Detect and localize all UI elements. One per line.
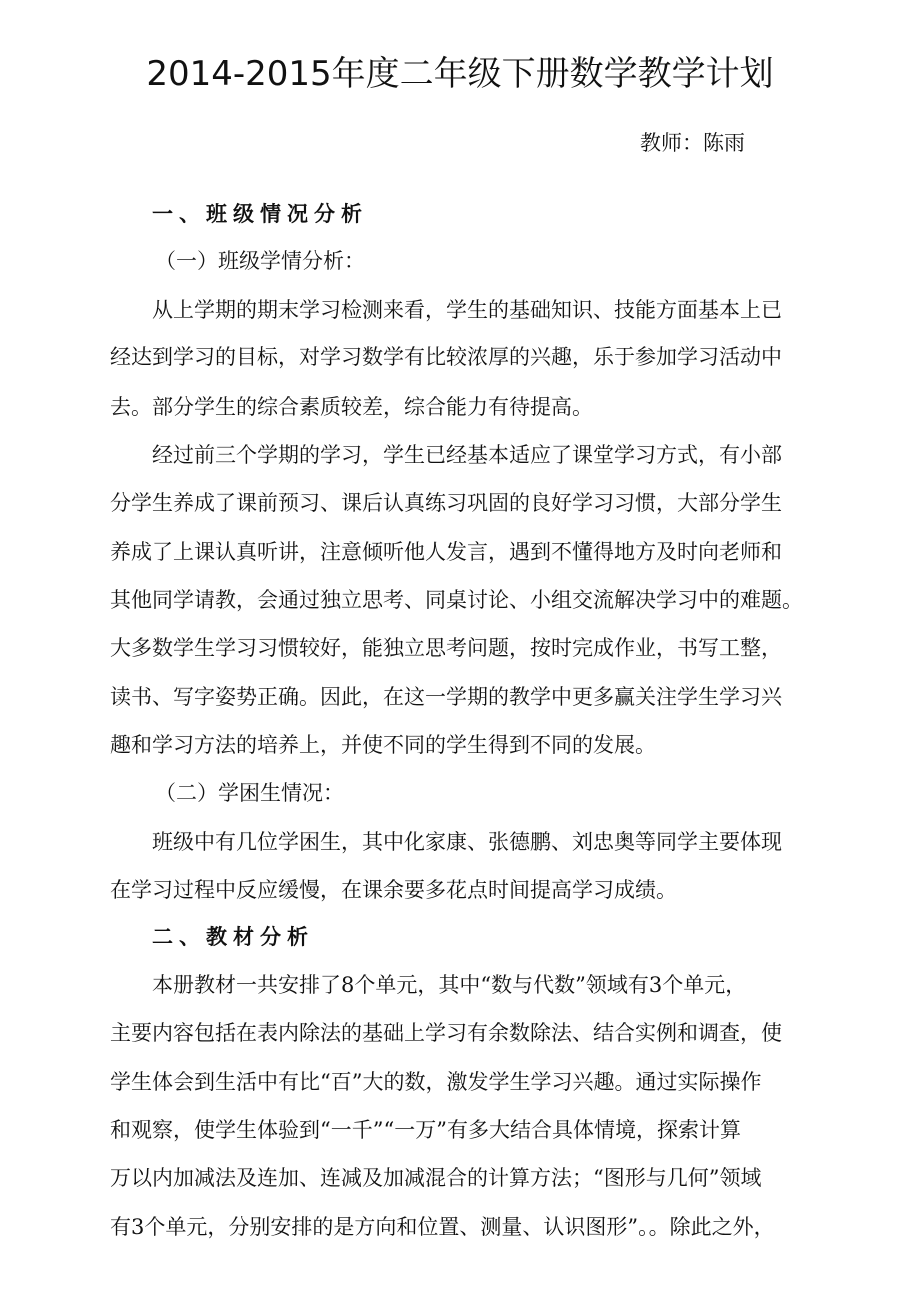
paragraph-line: 班级中有几位学困生，其中化家康、张德鹏、刘忠奥等同学主要体现 (152, 830, 782, 854)
paragraph-line: 主要内容包括在表内除法的基础上学习有余数除法、结合实例和调查，使 (110, 1021, 782, 1045)
subsection-heading-struggling-students: （二）学困生情况： (155, 781, 344, 805)
paragraph-line: 本册教材一共安排了8个单元，其中“数与代数”领域有3个单元， (152, 973, 747, 997)
paragraph-line: 分学生养成了课前预习、课后认真练习巩固的良好学习习惯，大部分学生 (110, 491, 782, 515)
paragraph-line: 大多数学生学习习惯较好，能独立思考问题，按时完成作业，书写工整， (110, 636, 782, 660)
paragraph-line: 趣和学习方法的培养上，并使不同的学生得到不同的发展。 (110, 733, 656, 757)
document-title: 2014-2015年度二年级下册数学教学计划 (146, 54, 774, 94)
subsection-heading-class-learning: （一）班级学情分析： (155, 249, 365, 273)
section-heading-textbook-analysis: 二、教材分析 (152, 925, 314, 949)
paragraph-line: 其他同学请教，会通过独立思考、同桌讨论、小组交流解决学习中的难题。 (110, 588, 803, 612)
paragraph-line: 经过前三个学期的学习，学生已经基本适应了课堂学习方式，有小部 (152, 443, 782, 467)
paragraph-line: 在学习过程中反应缓慢，在课余要多花点时间提高学习成绩。 (110, 878, 677, 902)
paragraph-line: 万以内加减法及连加、连减及加减混合的计算方法；“图形与几何”领域 (110, 1166, 762, 1190)
paragraph-line: 和观察，使学生体验到“一千”“一万”有多大结合具体情境，探索计算 (110, 1118, 741, 1142)
paragraph-line: 有3个单元，分别安排的是方向和位置、测量、认识图形”。。除此之外， (110, 1215, 775, 1239)
paragraph-line: 读书、写字姿势正确。因此，在这一学期的教学中更多赢关注学生学习兴 (110, 685, 782, 709)
paragraph-line: 经达到学习的目标，对学习数学有比较浓厚的兴趣，乐于参加学习活动中 (110, 345, 782, 369)
paragraph-line: 从上学期的期末学习检测来看，学生的基础知识、技能方面基本上已 (152, 298, 782, 322)
paragraph-line: 养成了上课认真听讲，注意倾听他人发言，遇到不懂得地方及时向老师和 (110, 540, 782, 564)
paragraph-line: 学生体会到生活中有比“百”大的数，激发学生学习兴趣。通过实际操作 (110, 1070, 762, 1094)
teacher-name: 教师：陈雨 (640, 131, 745, 155)
section-heading-class-analysis: 一、班级情况分析 (152, 202, 368, 226)
paragraph-line: 去。部分学生的综合素质较差，综合能力有待提高。 (110, 395, 593, 419)
